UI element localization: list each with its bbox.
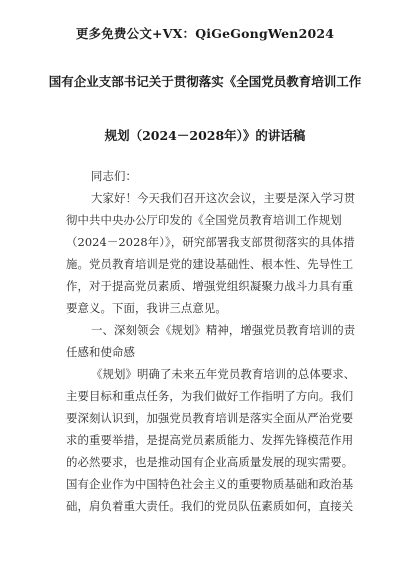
paragraph-line: 础，肩负着重大责任。我们的党员队伍素质如何，直接关 bbox=[66, 499, 354, 513]
paragraph-line: 国有企业作为中国特色社会主义的重要物质基础和政治基 bbox=[66, 477, 354, 491]
paragraph-line: 的必然要求，也是推动国有企业高质量发展的现实需要。 bbox=[66, 455, 354, 469]
document-title-line-2: 规划（2024－2028年）》的讲话稿 bbox=[104, 128, 306, 143]
salutation: 同志们： bbox=[91, 169, 137, 183]
paragraph-line: 《规划》明确了未来五年党员教育培训的总体要求、 bbox=[91, 367, 356, 381]
paragraph-line: 彻中共中央办公厅印发的《全国党员教育培训工作规划 bbox=[66, 213, 342, 227]
paragraph-line: 要意义。下面，我讲三点意见。 bbox=[66, 301, 227, 315]
paragraph-line: 施。党员教育培训是党的建设基础性、根本性、先导性工 bbox=[66, 257, 354, 271]
document-title-line-1: 国有企业支部书记关于贯彻落实《全国党员教育培训工作 bbox=[48, 74, 362, 89]
paragraph-line: （2024－2028年）》，研究部署我支部贯彻落实的具体措 bbox=[66, 235, 355, 249]
paragraph-line: 作，对于提高党员素质、增强党组织凝聚力战斗力具有重 bbox=[66, 279, 354, 293]
paragraph-line: 求的重要举措，是提高党员素质能力、发挥先锋模范作用 bbox=[66, 433, 354, 447]
paragraph-line: 主要目标和重点任务，为我们做好工作指明了方向。我们 bbox=[66, 389, 354, 403]
section-heading-line: 任感和使命感 bbox=[66, 345, 135, 359]
paragraph-line: 要深刻认识到，加强党员教育培训是落实全面从严治党要 bbox=[66, 411, 354, 425]
paragraph-line: 大家好！今天我们召开这次会议，主要是深入学习贯 bbox=[91, 191, 356, 205]
promo-banner: 更多免费公文+VX：QiGeGongWen2024 bbox=[75, 26, 335, 41]
section-heading-line: 一、深刻领会《规划》精神，增强党员教育培训的责 bbox=[91, 323, 356, 337]
